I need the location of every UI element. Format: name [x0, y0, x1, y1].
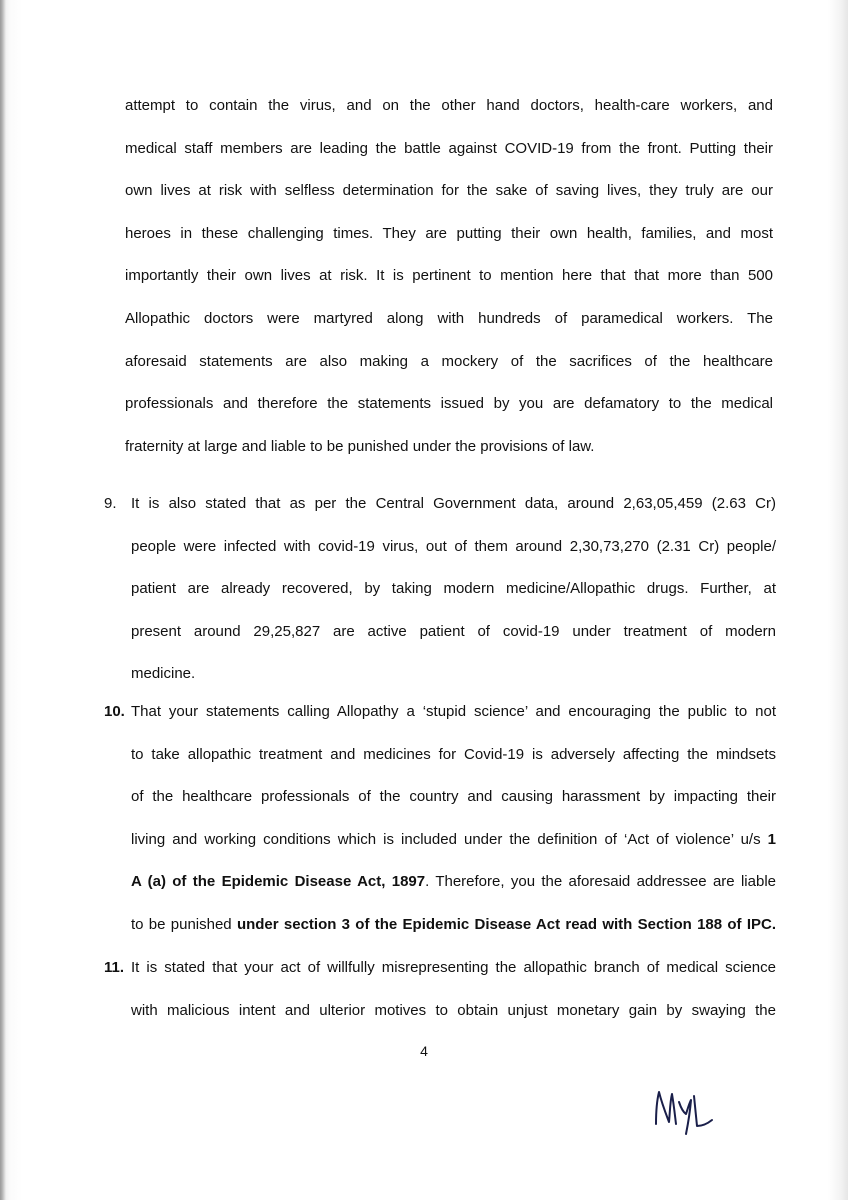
item-line	[131, 830, 776, 873]
item-body	[131, 494, 776, 707]
item-number: 9.	[104, 495, 117, 512]
paragraph-line: aforesaid statements are also making a mockery of the sacrifices of the healthcare	[125, 352, 773, 370]
page-number: 4	[420, 1043, 428, 1059]
item-line: people were infected with covid-19 virus, out of them around 2,30,73,270 (2.31 Cr) people/	[131, 537, 776, 555]
paragraph-line: heroes in these challenging times. They are putting their own health, families, and most	[125, 224, 773, 242]
item-line: with malicious intent and ulterior motives to obtain unjust monetary gain by swaying the	[131, 1001, 776, 1019]
paragraph-line: medical staff members are leading the battle against COVID-19 from the front. Putting their	[125, 139, 773, 157]
item-text: to be punished	[131, 915, 232, 933]
paragraph-line: own lives at risk with selfless determination for the sake of saving lives, they truly are our	[125, 182, 773, 200]
item-line: present around 29,25,827 are active patient of covid-19 under treatment of modern	[131, 622, 776, 640]
paragraph-line: attempt to contain the virus, and on the other hand doctors, health-care workers, and	[125, 97, 773, 114]
paragraph-line: Allopathic doctors were martyred along with hundreds of paramedical workers. The	[125, 309, 773, 327]
item-number: 10.	[104, 703, 125, 720]
item-body	[131, 958, 776, 1043]
item-text: . Therefore, you the aforesaid addressee are liable	[425, 873, 776, 891]
item-line	[131, 915, 776, 958]
page-edge-shadow	[0, 0, 6, 1200]
item-line	[131, 872, 776, 915]
item-number: 11.	[104, 959, 125, 976]
paragraph-line: professionals and therefore the statements issued by you are defamatory to the medical	[125, 395, 773, 413]
continued-paragraph	[125, 96, 773, 479]
item-line: medicine.	[131, 665, 196, 683]
item-body	[131, 702, 776, 958]
item-line: That your statements calling Allopathy a ‘stupid science’ and encouraging the public to not	[131, 703, 776, 720]
handwritten-initials-signature-icon	[650, 1082, 720, 1142]
item-bold-text: 1	[767, 830, 776, 848]
item-line: to take allopathic treatment and medicines for Covid-19 is adversely affecting the mindsets	[131, 745, 776, 763]
paragraph-line: fraternity at large and liable to be punished under the provisions of law.	[125, 437, 595, 455]
item-line: patient are already recovered, by taking modern medicine/Allopathic drugs. Further, at	[131, 580, 776, 598]
item-bold-text: A (a) of the Epidemic Disease Act, 1897	[131, 873, 426, 891]
item-bold-text: under section 3 of the Epidemic Disease Act read with Section 188 of IPC.	[236, 915, 776, 933]
paragraph-line: importantly their own lives at risk. It is pertinent to mention here that that more than 500	[125, 267, 773, 285]
item-line: It is stated that your act of willfully misrepresenting the allopathic branch of medical science	[131, 959, 776, 976]
item-line: It is also stated that as per the Central Government data, around 2,63,05,459 (2.63 Cr)	[131, 495, 776, 512]
item-line: of the healthcare professionals of the country and causing harassment by impacting their	[131, 788, 776, 806]
item-text: living and working conditions which is included under the definition of ‘Act of violence’ u/s	[131, 830, 761, 848]
